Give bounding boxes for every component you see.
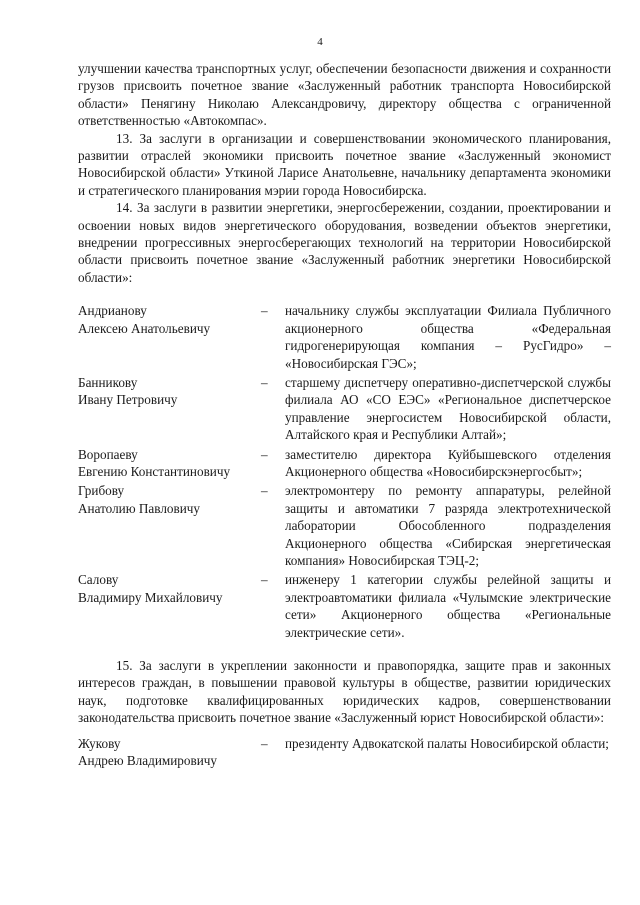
awardee-given-name: Алексею Анатольевичу [78,320,211,336]
awardee-row [78,446,611,481]
paragraph-14: 14. За заслуги в развитии энергетики, энергосбережении, создании, проектировании и освоении новых видов энергетического оборудования, возведении объектов энергетики, внедрении прогрессивных энергосберегающих технологий на территории Новосибирской области присвоить почетное звание «Заслуженный работник энергетики Новосибирской области»: [78,200,611,285]
lawyer-awardees-list [78,735,611,770]
awardee-name [78,302,261,372]
awardee-name [78,446,261,481]
awardee-given-name: Евгению Константиновичу [78,463,231,479]
awardee-name [78,571,261,641]
awardee-surname: Салову [78,572,119,588]
awardee-surname: Жукову [78,735,121,751]
dash-separator: – [261,572,268,588]
awardee-row [78,374,611,444]
awardee-name [78,735,261,770]
awardee-position: электромонтеру по ремонту аппаратуры, релейной защиты и автоматики 7 разряда электротехнической лаборатории Обособленного подразделения Акционерного общества «Сибирская энергетическая компания» Новосибирская ТЭЦ-2; [285,483,611,568]
dash-separator: – [261,374,268,390]
awardee-position: старшему диспетчеру оперативно-диспетчерской службы филиала АО «СО ЕЭС» «Региональное диспетчерское управление энергосистем Новосибирской области, Алтайского края и Республики Алтай»; [285,374,611,443]
paragraph-13: 13. За заслуги в организации и совершенствовании экономического планирования, развитии отраслей экономики присвоить почетное звание «Заслуженный экономист Новосибирской области» Уткиной Ларисе Анатольевне, начальнику департамента экономики и стратегического планирования мэрии города Новосибирска. [78,130,611,198]
awardee-surname: Воропаеву [78,446,138,462]
awardee-given-name: Владимиру Михайловичу [78,589,223,605]
awardee-row [78,571,611,641]
awardee-row [78,482,611,569]
awardee-position: заместителю директора Куйбышевского отделения Акционерного общества «Новосибирскэнергосбыт»; [285,446,611,479]
awardee-surname: Грибову [78,483,125,499]
awardee-given-name: Андрею Владимировичу [78,753,217,769]
dash-separator: – [261,446,268,462]
awardee-given-name: Анатолию Павловичу [78,500,201,516]
dash-separator: – [261,303,268,319]
awardee-given-name: Ивану Петровичу [78,392,178,408]
awardee-position: президенту Адвокатской палаты Новосибирской области; [285,735,609,751]
awardee-name [78,482,261,569]
paragraph-12-continuation: улучшении качества транспортных услуг, обеспечении безопасности движения и сохранности грузов присвоить почетное звание «Заслуженный работник транспорта Новосибирской области» Пенягину Николаю Александровичу, директору общества с ограниченной ответственностью «Автокомпас». [78,61,611,129]
awardee-row [78,302,611,372]
dash-separator: – [261,735,268,751]
document-body [78,60,611,771]
paragraph-15: 15. За заслуги в укреплении законности и правопорядка, защите прав и законных интересов граждан, в повышении правовой культуры в обществе, развитии юридических наук, подготовке квалифицированных юридических кадров, совершенствовании законодательства присвоить почетное звание «Заслуженный юрист Новосибирской области»: [78,658,611,726]
awardee-position: начальнику службы эксплуатации Филиала Публичного акционерного общества «Федеральная гидрогенерирующая компания – РусГидро» – «Новосибирская ГЭС»; [285,303,611,371]
awardee-surname: Банникову [78,374,138,390]
energy-awardees-list [78,302,611,641]
dash-separator: – [261,483,268,499]
awardee-surname: Андрианову [78,303,147,319]
page-number: 4 [317,36,323,48]
awardee-name [78,374,261,444]
awardee-position: инженеру 1 категории службы релейной защиты и электроавтоматики филиала «Чулымские электрические сети» Акционерного общества «Региональные электрические сети». [285,572,611,640]
awardee-row [78,735,611,770]
